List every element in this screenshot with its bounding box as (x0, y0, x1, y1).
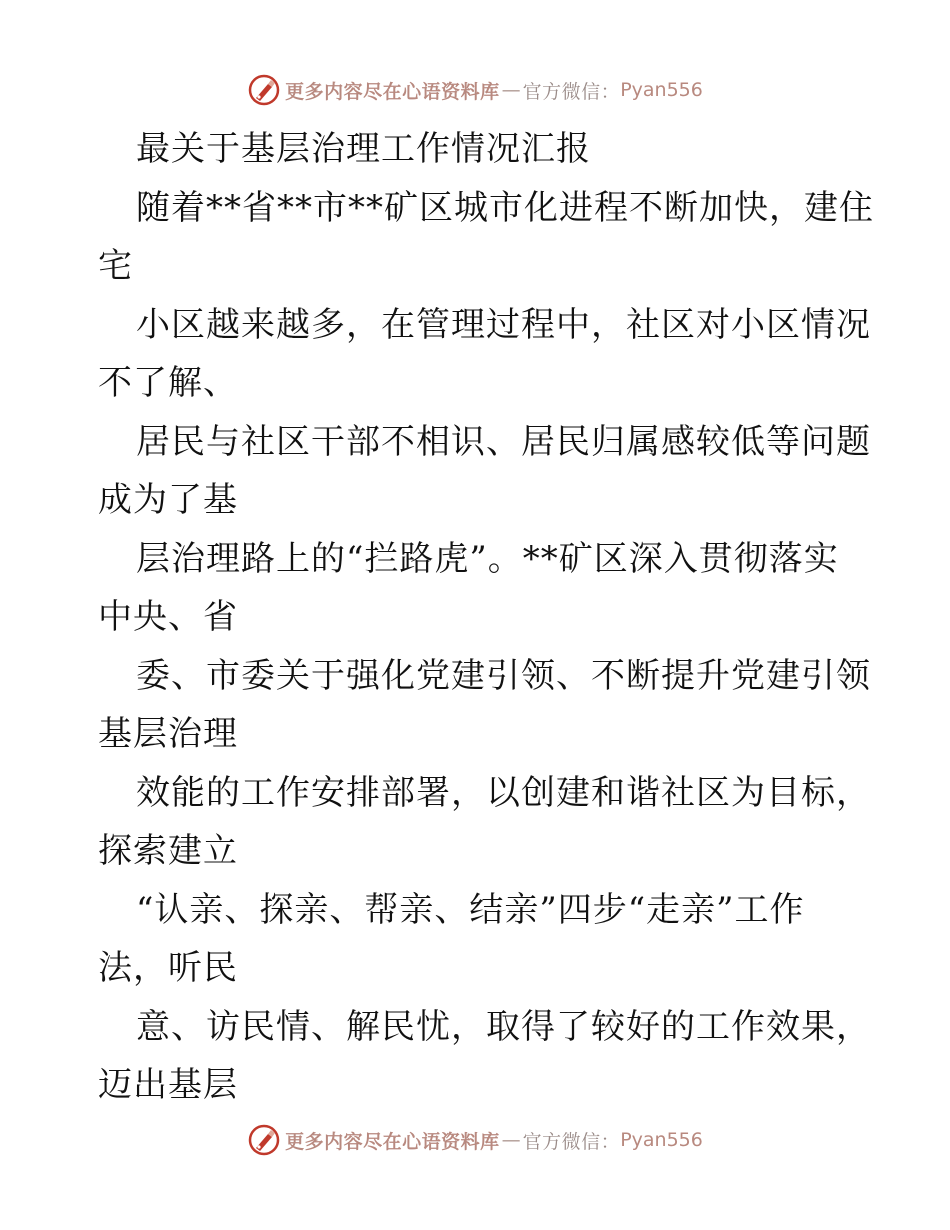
text-line: 法，听民 (98, 948, 238, 988)
text-line: “认亲、探亲、帮亲、结亲”四步“走亲”工作 (136, 889, 805, 930)
header-watermark (0, 72, 950, 108)
text-line: 迈出基层 (98, 1065, 238, 1105)
text-line: 随着**省**市**矿区城市化进程不断加快，建住 (136, 187, 874, 228)
footer-watermark (0, 1122, 950, 1158)
text-line: 居民与社区干部不相识、居民归属感较低等问题 (136, 421, 871, 462)
document-body (98, 120, 874, 1115)
pen-logo-icon (247, 73, 281, 107)
text-line: 中央、省 (98, 597, 238, 637)
text-line: 宅 (98, 246, 133, 286)
text-line: 意、访民情、解民忧，取得了较好的工作效果， (136, 1006, 871, 1047)
text-line: 层治理路上的“拦路虎”。**矿区深入贯彻落实 (136, 538, 839, 579)
watermark-dash: — (501, 1129, 521, 1151)
pen-logo-icon (247, 1123, 281, 1157)
text-line: 基层治理 (98, 714, 238, 754)
watermark-text: 更多内容尽在心语资料库 (285, 80, 500, 103)
watermark-dash: — (501, 79, 521, 101)
text-line: 委、市委关于强化党建引领、不断提升党建引领 (136, 655, 871, 696)
watermark-wechat-id: Pyan556 (620, 79, 703, 101)
watermark-label: 官方微信： (522, 1130, 621, 1153)
text-line: 效能的工作安排部署，以创建和谐社区为目标， (136, 772, 871, 813)
text-line: 小区越来越多，在管理过程中，社区对小区情况 (136, 304, 871, 345)
watermark-label: 官方微信： (522, 80, 621, 103)
watermark-text: 更多内容尽在心语资料库 (285, 1130, 500, 1153)
text-line: 成为了基 (98, 480, 238, 520)
watermark-wechat-id: Pyan556 (620, 1129, 703, 1151)
text-line: 探索建立 (98, 831, 238, 871)
text-line: 不了解、 (98, 363, 238, 403)
document-title: 最关于基层治理工作情况汇报 (136, 129, 591, 169)
